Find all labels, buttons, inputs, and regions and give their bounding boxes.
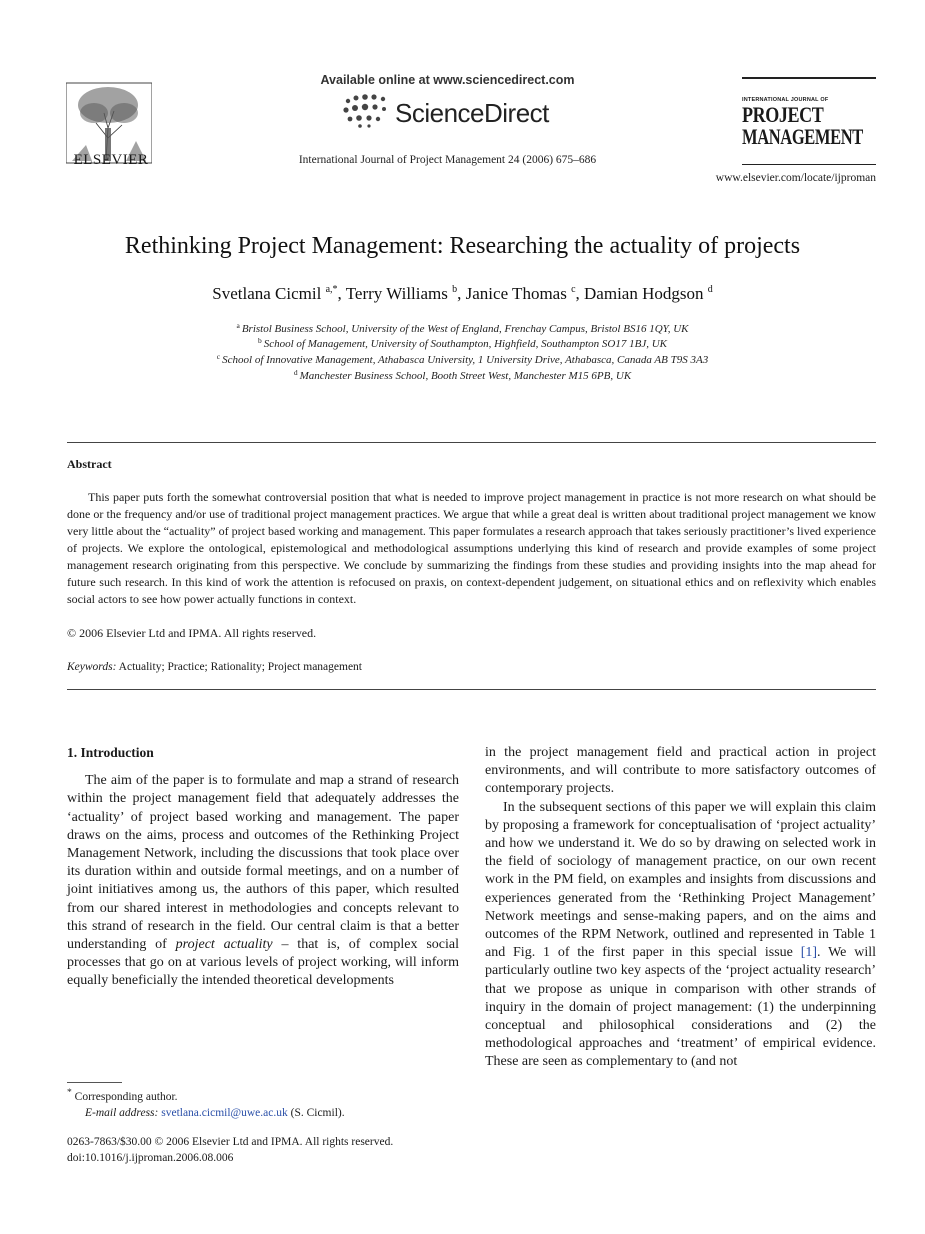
author-marks[interactable]: d xyxy=(707,284,713,295)
affiliation-mark: a xyxy=(236,321,240,330)
author-name: Janice Thomas xyxy=(465,284,567,303)
section-heading: 1. Introduction xyxy=(67,745,154,760)
affiliation-text: School of Innovative Management, Athabasca University, 1 University Drive, Athabasca, Canada AB T9S 3A3 xyxy=(222,354,709,366)
body-column-left xyxy=(67,744,459,991)
author-name: Damian Hodgson xyxy=(584,284,704,303)
affiliation xyxy=(40,352,885,366)
affiliation-mark: b xyxy=(257,336,262,345)
publisher-name: ELSEVIER xyxy=(73,152,149,168)
affiliation-mark: c xyxy=(216,352,221,361)
affiliation-text: School of Management, University of Southampton, Highfield, Southampton SO17 1BJ, UK xyxy=(263,338,668,350)
email-owner: (S. Cicmil). xyxy=(290,1106,345,1119)
divider-rule xyxy=(67,689,876,690)
author-marks[interactable]: c xyxy=(571,284,576,295)
email-label: E-mail address: xyxy=(85,1106,159,1119)
journal-logo-rule-bottom xyxy=(742,164,876,165)
corresponding-label: Corresponding author. xyxy=(74,1090,178,1103)
journal-logo-management: MANAGEMENT xyxy=(742,124,863,149)
affiliation-mark: d xyxy=(293,368,298,377)
footnote-rule xyxy=(67,1082,122,1083)
keywords-line xyxy=(67,661,362,673)
sciencedirect-wordmark: ScienceDirect xyxy=(395,98,549,128)
author-marks[interactable]: a,* xyxy=(325,284,338,295)
email-link[interactable]: svetlana.cicmil@uwe.ac.uk xyxy=(161,1106,288,1119)
journal-logo-small-text: INTERNATIONAL JOURNAL OF xyxy=(742,97,829,103)
affiliation-text: Bristol Business School, University of the West of England, Frenchay Campus, Bristol BS16 1QY, UK xyxy=(241,323,689,335)
keywords-label: Keywords: xyxy=(67,661,117,673)
journal-logo-project: PROJECT xyxy=(742,102,824,127)
body-paragraph: In the subsequent sections of this paper we will explain this claim by proposing a framework for conceptualisation of ‘project actuality’ and how we understand it. We do so by drawing on selected work in the field of sociology of management practice, on our own recent work in the PM field, on examples and insights from discussions and experiences generated from the ‘Rethinking Project Management’ Network meetings and sense-making papers, and on the aims and outcomes of the RPM Network, outlined and represented in Table 1 and Fig. 1 of the first paper in this special issue [1]. We will particularly outline two key aspects of the ‘project actuality research’ that we propose as unique in comparison with other strands of inquiry in the domain of project management: (1) the underpinning conceptual and philosophical considerations and (2) the methodological approaches and ‘treatment’ of empirical evidence. These are seen as complementary to (and not xyxy=(485,799,876,1070)
divider-rule xyxy=(67,442,876,443)
article-title: Rethinking Project Management: Researching the actuality of projects xyxy=(124,233,801,259)
affiliation xyxy=(40,368,885,382)
abstract-heading: Abstract xyxy=(67,457,112,471)
abstract-copyright: © 2006 Elsevier Ltd and IPMA. All rights reserved. xyxy=(67,626,317,640)
body-paragraph: in the project management field and practical action in project environments, and will contribute to more satisfactory outcomes of contemporary projects. xyxy=(485,745,876,797)
body-paragraph: The aim of the paper is to formulate and map a strand of research within the project management field that adequately addresses the ‘actuality’ of project based working and management. The paper draws on the aims, process and outcomes of the Rethinking Project Management Network, including the discussions that took place over its duration within and outside formal meetings, and on a number of joint initiatives among us, the authors of this paper, which resulted from our shared interest in methodologies and concepts relevant to this strand of research in the field. Our central claim is that a better understanding of project actuality – that is, of complex social processes that go on at various levels of project working, will inform equally beneficially the intended theoretical developments xyxy=(67,773,460,989)
corresponding-author-footnote xyxy=(67,1085,459,1121)
author-name: Terry Williams xyxy=(345,284,448,303)
journal-url-link[interactable]: www.elsevier.com/locate/ijproman xyxy=(715,172,876,184)
journal-logo-rule-top xyxy=(742,77,876,79)
affiliation xyxy=(40,336,885,350)
doi-line[interactable]: doi:10.1016/j.ijproman.2006.08.006 xyxy=(67,1152,234,1164)
affiliation xyxy=(40,321,885,335)
affiliation-text: Manchester Business School, Booth Street West, Manchester M15 6PB, UK xyxy=(299,370,632,382)
author-list: Svetlana Cicmil $^{a,*}$, Terry Williams $^b$, Janice Thomas $^c$, Damian Hodgson $^d$ xyxy=(212,284,713,303)
issn-line: 0263-7863/$30.00 © 2006 Elsevier Ltd and IPMA. All rights reserved. xyxy=(67,1136,394,1148)
front-matter xyxy=(67,1134,487,1166)
author-marks[interactable]: b xyxy=(452,284,458,295)
available-online-text: Available online at www.sciencedirect.com xyxy=(320,73,575,87)
body-column-right xyxy=(485,744,876,1072)
abstract-body: This paper puts forth the somewhat controversial position that what is needed to improve project management in practice is not more research on what should be done or the frequency and/or use of traditional project management practices. We argue that while a great deal is written about traditional project management we know very little about the “actuality” of project based working and management. This paper formulates a research approach that takes seriously practitioner’s lived experience of projects. We explore the ontological, epistemological and methodological assumptions underlying this kind of research and provide examples of some project management research originating from this perspective. We conclude by summarizing the findings from these studies and providing insights into the map ahead for future such research. In this kind of work the attention is refocused on praxis, on context-dependent judgement, on situational ethics and on reflexivity which enables social actors to see how power actually functions in context. xyxy=(67,490,876,606)
reference-link[interactable]: [1] xyxy=(800,945,818,961)
keywords-list: Actuality; Practice; Rationality; Project management xyxy=(118,661,362,673)
emphasis-text: project actuality xyxy=(175,937,273,953)
author-name: Svetlana Cicmil xyxy=(212,284,322,303)
footnote-mark: * xyxy=(67,1087,72,1098)
journal-citation: International Journal of Project Management 24 (2006) 675–686 xyxy=(298,154,597,166)
